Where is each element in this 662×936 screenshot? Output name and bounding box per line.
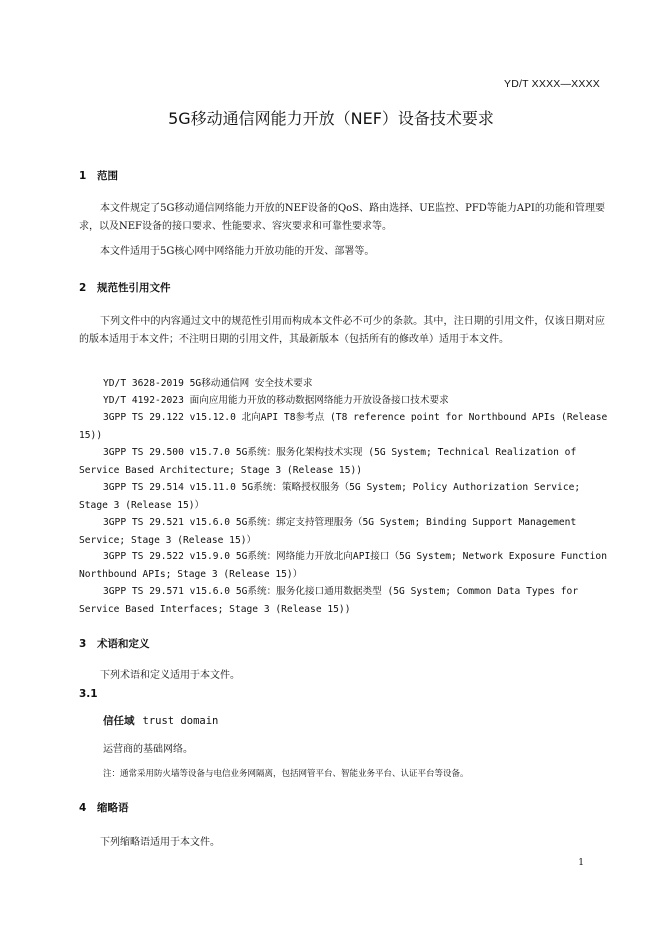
- section-number: 2: [79, 282, 87, 294]
- reference-item: 3GPP TS 29.500 v15.7.0 5G系统：服务化架构技术实现 (5G System; Technical Realization of Service Based Architecture; Stage 3 (Release 15)): [79, 447, 577, 476]
- term-note: 注：通常采用防火墙等设备与电信业务网隔离，包括网管平台、智能业务平台、认证平台等设备。: [103, 769, 469, 779]
- section-title: 规范性引用文件: [97, 282, 171, 294]
- section-1-heading: [79, 168, 118, 183]
- section-number: 4: [79, 802, 87, 814]
- section-title: 缩略语: [97, 802, 129, 814]
- section-4-heading: [79, 800, 129, 815]
- section-3-paragraph-1: 下列术语和定义适用于本文件。: [100, 670, 240, 681]
- reference-item: 3GPP TS 29.571 v15.6.0 5G系统：服务化接口通用数据类型 (5G System; Common Data Types for Service Based Interfaces; Stage 3 (Release 15)): [79, 586, 579, 615]
- term-definition: 运营商的基础网络。: [103, 744, 193, 755]
- section-1-paragraph-1: 本文件规定了5G移动通信网络能力开放的NEF设备的QoS、路由选择、UE监控、PFD等能力API的功能和管理要求，以及NEF设备的接口要求、性能要求、容灾要求和可靠性要求等。: [79, 203, 605, 232]
- section-2-paragraph-1: 下列文件中的内容通过文中的规范性引用而构成本文件必不可少的条款。其中，注日期的引用文件，仅该日期对应的版本适用于本文件；不注明日期的引用文件，其最新版本（包括所有的修改单）适用于本文件。: [79, 316, 605, 345]
- section-title: 范围: [97, 170, 118, 182]
- reference-item: YD/T 4192-2023 面向应用能力开放的移动数据网络能力开放设备接口技术要求: [103, 395, 449, 406]
- section-2-heading: [79, 280, 171, 295]
- reference-item: 3GPP TS 29.522 v15.9.0 5G系统：网络能力开放北向API接口（5G System; Network Exposure Function Northbound APIs; Stage 3 (Release 15)）: [79, 551, 607, 580]
- term-chinese: 信任域: [103, 715, 135, 727]
- document-title: 5G移动通信网能力开放（NEF）设备技术要求: [168, 109, 494, 128]
- section-3-heading: [79, 636, 150, 651]
- reference-item: 3GPP TS 29.122 v15.12.0 北向API T8参考点 (T8 reference point for Northbound APIs (Release 15)): [79, 412, 608, 441]
- section-number: 3: [79, 638, 87, 650]
- reference-item: 3GPP TS 29.521 v15.6.0 5G系统：绑定支持管理服务（5G System; Binding Support Management Service; Stage 3 (Release 15)）: [79, 517, 577, 546]
- subsection-number: 3.1: [79, 688, 98, 700]
- section-number: 1: [79, 170, 87, 182]
- document-code: YD/T XXXX—XXXX: [504, 78, 600, 90]
- reference-item: YD/T 3628-2019 5G移动通信网 安全技术要求: [103, 378, 313, 389]
- section-4-paragraph-1: 下列缩略语适用于本文件。: [100, 837, 220, 848]
- term-entry: [103, 713, 218, 728]
- section-1-paragraph-2: 本文件适用于5G核心网中网络能力开放功能的开发、部署等。: [100, 246, 375, 257]
- section-title: 术语和定义: [97, 638, 150, 650]
- page-number: 1: [578, 858, 584, 868]
- term-english: trust domain: [142, 715, 219, 727]
- reference-item: 3GPP TS 29.514 v15.11.0 5G系统：策略授权服务（5G System; Policy Authorization Service; Stage 3 (Release 15)）: [79, 482, 581, 511]
